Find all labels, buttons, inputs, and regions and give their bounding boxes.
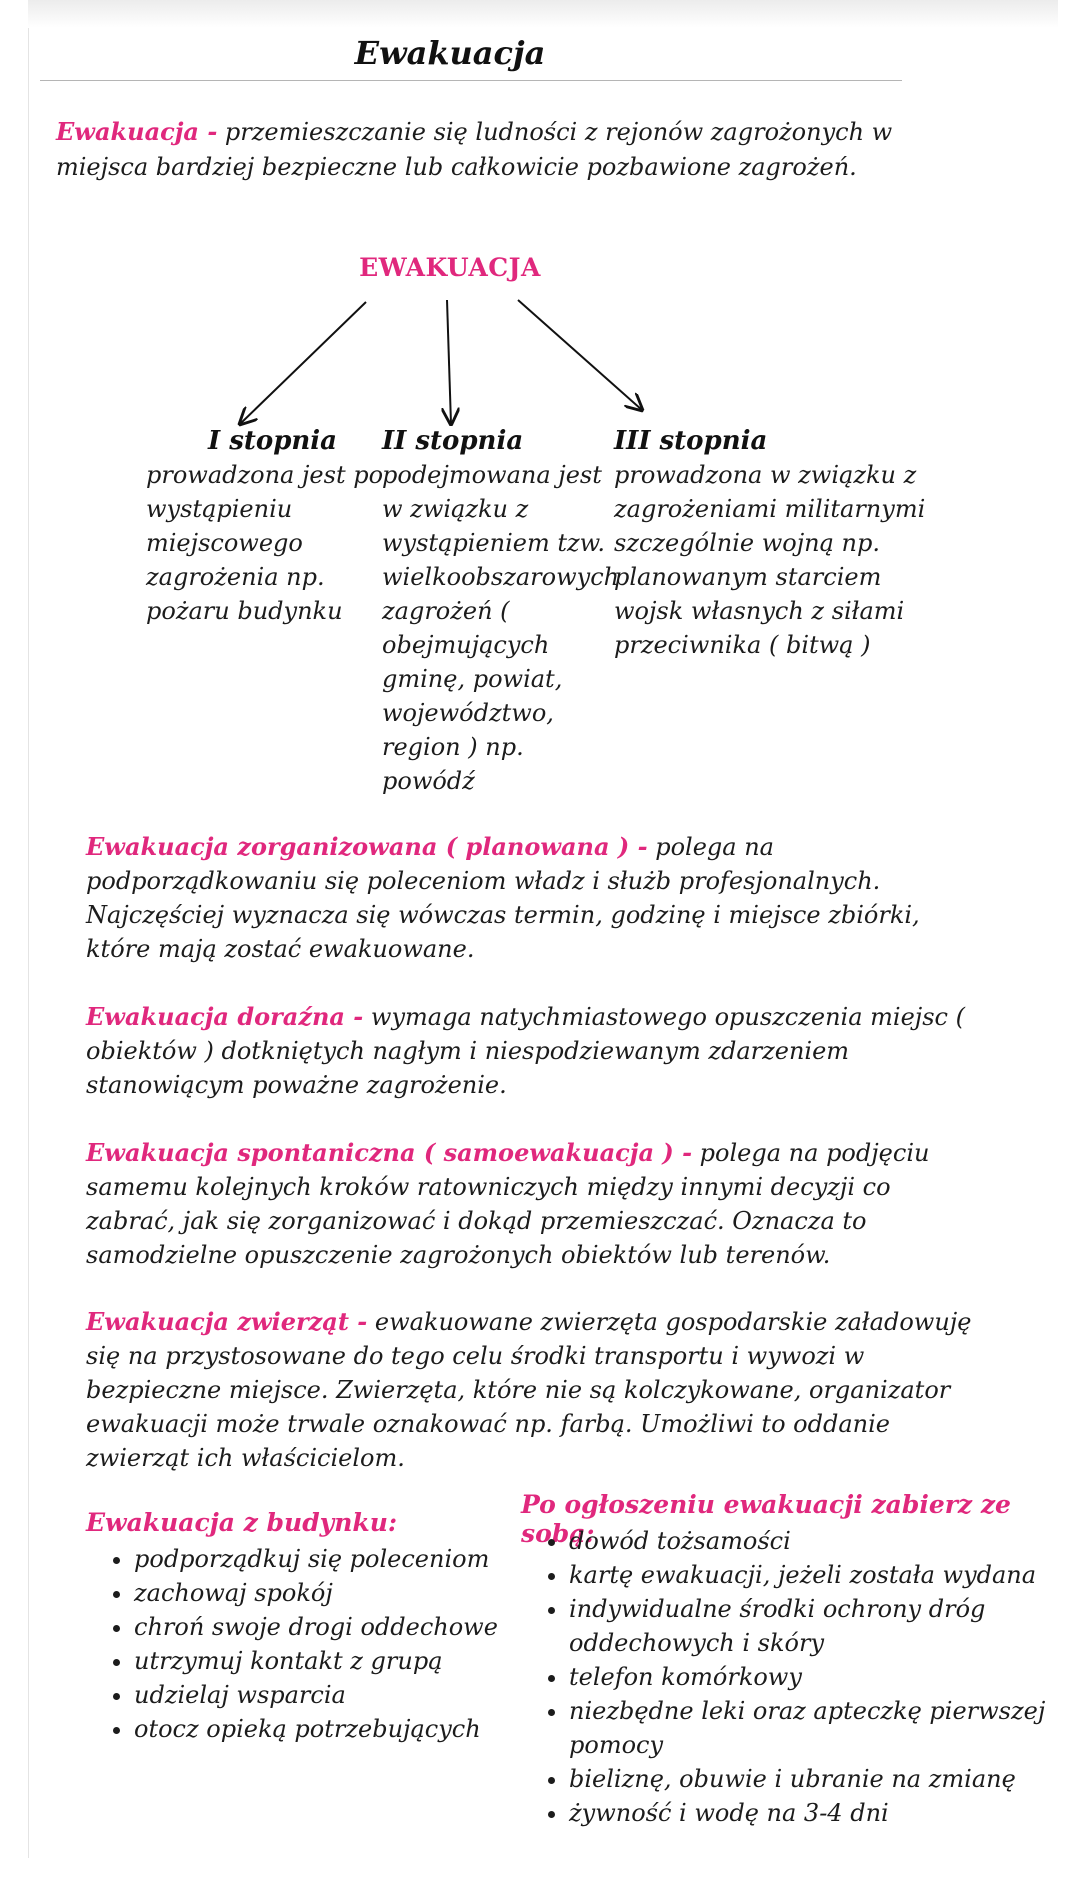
column-text: prowadzona jest po wystąpieniu miejscowego zagrożenia np. pożaru budynku <box>146 461 384 625</box>
definition-text: przemieszczanie się ludności z rejonów zagrożonych w miejsca bardziej bezpieczne lub całkowicie pozbawione zagrożeń. <box>56 118 893 181</box>
paragraph-animals <box>86 1305 986 1475</box>
list-item: • utrzymuj kontakt z grupą <box>134 1644 574 1678</box>
arrow-right <box>518 300 642 410</box>
diagram-column-3 <box>614 424 944 662</box>
paragraph-term: Ewakuacja zwierząt - <box>86 1307 368 1336</box>
page-title: Ewakuacja <box>354 34 546 72</box>
list-item: • indywidualne środki ochrony dróg oddechowych i skóry <box>569 1592 1080 1660</box>
diagram-column-2 <box>382 424 622 798</box>
column-text: prowadzona w związku z zagrożeniami militarnymi szczególnie wojną np. planowanym starciem wojsk własnych z siłami przeciwnika ( bitwą ) <box>614 461 926 659</box>
building-evacuation-list <box>86 1542 574 1746</box>
building-evacuation-title: Ewakuacja z budynku: <box>86 1508 398 1537</box>
list-item: • otocz opieką potrzebujących <box>134 1712 574 1746</box>
paragraph-term: Ewakuacja doraźna - <box>86 1002 364 1031</box>
list-item: • udzielaj wsparcia <box>134 1678 574 1712</box>
paragraph-term: Ewakuacja spontaniczna ( samoewakuacja ) - <box>86 1138 693 1167</box>
list-item: • bieliznę, obuwie i ubranie na zmianę <box>569 1762 1080 1796</box>
paragraph-immediate <box>86 1000 986 1102</box>
paragraph-text: wymaga natychmiastowego opuszczenia miejsc ( obiektów ) dotkniętych nagłym i niespodziewanym zdarzeniem stanowiącym poważne zagrożenie. <box>86 1003 965 1099</box>
paragraph-text: polega na podjęciu samemu kolejnych kroków ratowniczych między innymi decyzji co zabrać, jak się zorganizować i dokąd przemieszczać. Oznacza to samodzielne opuszczenie zagrożonych obiektów lub terenów. <box>86 1139 930 1269</box>
column-text: podejmowana jest w związku z wystąpieniem tzw. wielkoobszarowych zagrożeń ( obejmujących gminę, powiat, województwo, region ) np. powódź <box>382 461 620 795</box>
column-heading: II stopnia <box>382 426 524 456</box>
list-item: • niezbędne leki oraz apteczkę pierwszej pomocy <box>569 1694 1080 1762</box>
paragraph-spontaneous <box>86 1136 986 1272</box>
list-item: • kartę ewakuacji, jeżeli została wydana <box>569 1558 1080 1592</box>
paragraph-text: ewakuowane zwierzęta gospodarskie załadowuję się na przystosowane do tego celu środki transportu i wywozi w bezpieczne miejsce. Zwierzęta, które nie są kolczykowane, organizator ewakuacji może trwale oznakować np. farbą. Umożliwi to oddanie zwierząt ich właścicielom. <box>86 1308 972 1472</box>
definition-term: Ewakuacja - <box>56 117 218 146</box>
arrow-middle <box>447 300 451 424</box>
list-item: • żywność i wodę na 3-4 dni <box>569 1796 1080 1830</box>
paragraph-term: Ewakuacja zorganizowana ( planowana ) - <box>86 832 648 861</box>
bring-items-title: Po ogłoszeniu ewakuacji zabierz ze sobą: <box>521 1490 1011 1548</box>
bring-items-list <box>521 1524 1080 1830</box>
paragraph-organized <box>86 830 986 966</box>
list-item: • dowód tożsamości <box>569 1524 1080 1558</box>
diagram-column-1 <box>146 424 386 628</box>
paragraph-text: polega na podporządkowaniu się poleceniom władz i służb profesjonalnych. Najczęściej wyznacza się wówczas termin, godzinę i miejsce zbiórki, które mają zostać ewakuowane. <box>86 833 920 963</box>
column-heading: I stopnia <box>208 426 338 456</box>
diagram-title: EWAKUACJA <box>359 253 541 282</box>
list-item: • zachowaj spokój <box>134 1576 574 1610</box>
diagram-arrows <box>0 0 1080 460</box>
list-item: • podporządkuj się poleceniom <box>134 1542 574 1576</box>
list-item: • chroń swoje drogi oddechowe <box>134 1610 574 1644</box>
arrow-left <box>240 302 366 424</box>
list-item: • telefon komórkowy <box>569 1660 1080 1694</box>
column-heading: III stopnia <box>614 426 768 456</box>
